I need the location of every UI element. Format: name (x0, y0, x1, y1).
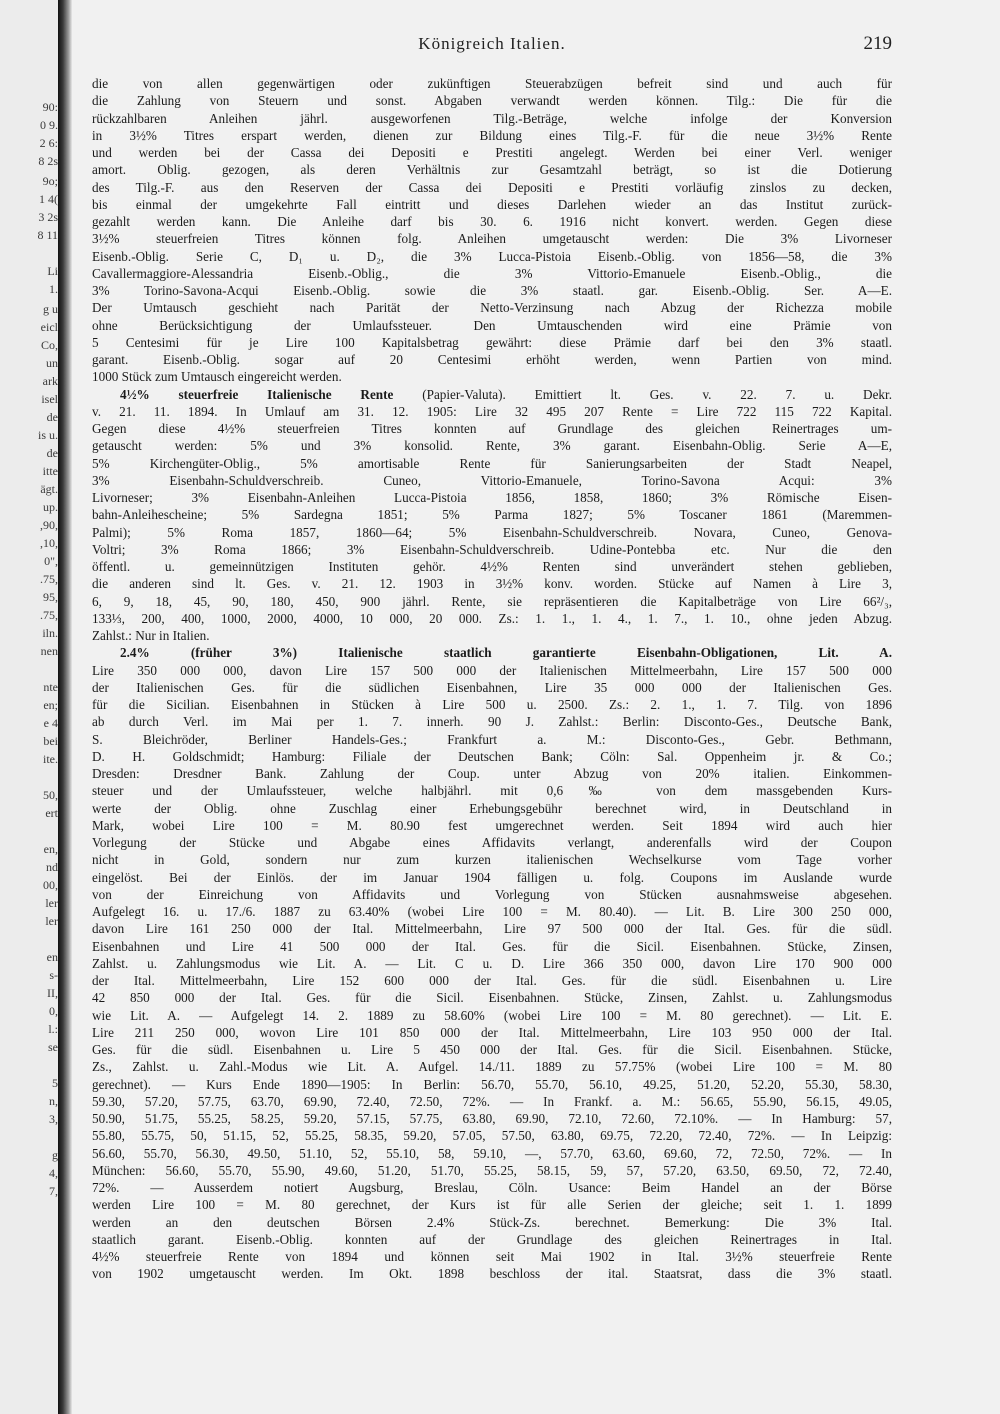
text-line: Palmi); 5% Roma 1857, 1860—64; 5% Eisenbahn-Schuldverschreib. Novara, Cuneo, Genova- (92, 524, 892, 540)
gutter-fragment: 8 11 (37, 228, 58, 242)
text-line: gerechnet). — Kurs Ende 1890—1905: In Berlin: 56.70, 55.70, 56.10, 49.25, 51.20, 52.20, 55.30, 58.30, (92, 1076, 892, 1092)
text-line: wie Lit. A. — Aufgelegt 14. 2. 1889 zu 58.60% (wobei Lire 100 = M. 80 gerechnet). — Lit. E. (92, 1007, 892, 1023)
text-line: die anderen sind lt. Ges. v. 21. 12. 1903 in 3½% konv. worden. Stücke auf Namen à Lire 3, (92, 576, 892, 592)
text-line: 5 Centesimi für je Lire 100 Kapitalsbetrag gewährt: diese Prämie darf bei den 3% staatl. (92, 334, 892, 350)
text-line: Eisenbahnen und Lire 41 500 000 der Ital. Ges. für die Sicil. Eisenbahnen. Stücke, Zinsen, (92, 938, 892, 954)
text-line: D. H. Goldschmidt; Hamburg: Filiale der Deutschen Bank; Cöln: Sal. Oppenheim jr. & Co.; (92, 748, 892, 764)
gutter-fragment: 0 9. (40, 118, 58, 132)
text-line: ab durch Verl. im Mai per 1. 7. innerh. 90 J. Zahlst.: Berlin: Disconto-Ges., Deutsche Bank, (92, 714, 892, 730)
text-line: 55.80, 55.75, 50, 51.15, 52, 55.25, 58.35, 59.20, 57.05, 57.50, 63.80, 69.75, 72.20, 72.40, 72%. — In Leipzig: (92, 1128, 892, 1144)
text-line: 3% Torino-Savona-Acqui Eisenb.-Oblig. sowie die 3% staatl. gar. Eisenb.-Oblig. Ser. A—E. (92, 283, 892, 298)
text-line: in 3½% Titres erspart werden, dienen zur Bildung eines Tilg.-F. für die neue 3½% Rente (92, 127, 892, 143)
gutter-fragment: g u (43, 302, 58, 316)
text-line: Zahlst.: Nur in Italien. (92, 628, 210, 643)
gutter-fragment: nte (43, 680, 58, 694)
gutter-fragment: ler (45, 914, 58, 928)
gutter-fragment: ark (42, 374, 58, 388)
text-line: Zahlst. u. Zahlungsmodus wie Lit. A. — Lit. C u. D. Lire 366 350 000, davon Lire 170 900 000 (92, 955, 892, 971)
text-line: 6, 9, 18, 45, 90, 180, 450, 900 jährl. Rente, sie repräsentieren die Kapitalbeträge von Lire 66²/₃, (92, 593, 892, 609)
gutter-fragment: ler (45, 896, 58, 910)
gutter-fragment: 0, (49, 1004, 58, 1018)
section-heading: 4½% steuerfreie Italienische Rente (120, 386, 394, 402)
gutter-fragment: .75, (40, 572, 58, 586)
text-line: v. 21. 11. 1894. In Umlauf am 31. 12. 1905: Lire 32 495 207 Rente = Lire 722 115 722 Kapital. (92, 403, 892, 419)
text-line: des Tilg.-F. aus den Reserven der Cassa dei Depositi e Prestiti vorläufig zinslos zu decken, (92, 179, 892, 195)
gutter-fragment: de (46, 410, 58, 424)
gutter-fragment: s- (49, 968, 58, 982)
gutter-fragment: ,90, (40, 518, 58, 532)
text-line: der Italienischen Ges. für die südlichen Eisenbahnen, Lire 35 000 000 der Italienischen Ges. (92, 679, 892, 695)
text-line: für die Sicilian. Eisenbahnen in Stücken à Lire 500 u. 2500. Zs.: 2. 1., 1. 7. Tilg. von 1896 (92, 697, 892, 712)
text-line: 72%. — Ausserdem notiert Augsburg, Breslau, Cöln. Usance: Beim Handel an der Börse (92, 1180, 892, 1195)
text-line: bahn-Anleihescheine; 5% Sardegna 1851; 5% Parma 1827; 5% Toscaner 1861 (Maremmen- (92, 507, 892, 523)
text-line: Der Umtausch geschieht nach Parität der Netto-Verzinsung nach Abzug der Richezza mobile (92, 300, 892, 316)
gutter-fragment: Co, (40, 338, 58, 352)
gutter-fragment: un (46, 356, 58, 370)
text-line: die von allen gegenwärtigen oder zukünftigen Steuerabzügen befreit sind und auch für (92, 76, 892, 91)
gutter-fragment: ert (45, 806, 58, 820)
gutter-fragment: e 4 (43, 716, 58, 730)
gutter-fragment: 7, (49, 1184, 58, 1198)
gutter-fragment: 00, (43, 878, 58, 892)
text-line: davon Lire 161 250 000 der Ital. Mittelmeerbahn, Lire 97 500 000 der Ital. Ges. für die südl. (92, 921, 892, 937)
gutter-fragment: nen (40, 644, 58, 658)
gutter-fragment: up. (43, 500, 58, 514)
text-line: Lire 211 250 000, wovon Lire 101 850 000 der Ital. Mittelmeerbahn, Lire 103 950 000 der Ital. (92, 1024, 892, 1040)
text-line: rückzahlbaren Anleihen jährl. ausgeworfenen Tilg.-Beträge, welche infolge der Konversion (92, 110, 892, 126)
text-line: Livorneser; 3% Eisenbahn-Anleihen Lucca-Pistoia 1856, 1858, 1860; 3% Römische Eisen- (92, 490, 892, 505)
gutter-fragment: g (52, 1148, 58, 1162)
gutter-fragment: en, (43, 842, 58, 856)
gutter-fragment: se (48, 1040, 58, 1054)
text-line: S. Bleichröder, Berliner Handels-Ges.; Frankfurt a. M.: Disconto-Ges., Gebr. Bethmann, (92, 731, 892, 747)
gutter-fragment: l.: (48, 1022, 58, 1036)
text-line: 56.60, 55.70, 56.30, 49.50, 51.10, 52, 55.10, 58, 59.10, —, 57.70, 63.60, 69.60, 72, 72.50, 72%. — In (92, 1145, 892, 1161)
text-line: Voltri; 3% Roma 1866; 3% Eisenbahn-Schuldverschreib. Udine-Pontebba etc. Nur die den (92, 541, 892, 557)
text-line: 3½% steuerfreien Titres können folg. Anleihen umgetauscht werden: Die 3% Livorneser (92, 231, 892, 247)
text-line: 59.30, 57.20, 57.75, 63.70, 69.90, 72.40, 72.50, 72%. — In Frankf. a. M.: 56.65, 55.90, 56.15, 49.05, (92, 1093, 892, 1109)
text-line: staatlich garant. Eisenb.-Oblig. konnten auf der Grundlage des gleichen Reinertrages in Ital. (92, 1231, 892, 1247)
page-number: 219 (863, 33, 892, 54)
text-line: garant. Eisenb.-Oblig. sogar auf 20 Centesimi erhöht werden, wenn Partien von mind. (92, 352, 892, 367)
gutter-fragment: 8 2s (38, 154, 58, 168)
text-line: 3% Eisenbahn-Schuldverschreib. Cuneo, Vittorio-Emanuele, Torino-Savona Acqui: 3% (92, 472, 892, 488)
text-line: Dresden: Dresdner Bank. Zahlung der Coup. unter Abzug von 20% italien. Einkommen- (92, 766, 892, 781)
gutter-fragment: II, (47, 986, 58, 1000)
text-line: Zs., Zahlst. u. Zahl.-Modus wie Lit. A. Aufgel. 14./11. 1889 zu 57.75% (wobei Lire 100 = M. 80 (92, 1059, 892, 1075)
gutter-fragment: ,10, (40, 536, 58, 550)
gutter-fragment: ite. (43, 752, 58, 766)
text-line: eingelöst. Bei der Einlös. der im Januar 1904 fälligen u. folg. Coupons im Auslande wurde (92, 869, 892, 885)
gutter-fragment: 3, (49, 1112, 58, 1126)
gutter-fragment: 0", (44, 554, 58, 568)
text-line: amort. Oblig. gezogen, als deren Verhältnis zur Gesamtzahl beträgt, so ist die Dotierung (92, 162, 892, 178)
page-header (92, 34, 892, 58)
gutter-fragment: de (46, 446, 58, 460)
text-line: Lire 350 000 000, davon Lire 157 500 000 der Italienischen Mittelmeerbahn, Lire 157 500 000 (92, 662, 892, 678)
text-line: 1000 Stück zum Umtausch eingereicht werden. (92, 369, 342, 385)
gutter-fragment: nd (46, 860, 58, 874)
text-line: von der Einreichung von Affidavits und Vorlegung von Stücken ausnahmsweise abgesehen. (92, 886, 892, 902)
text-line: werden Lire 100 = M. 80 gerechnet, der Kurs ist für alle Serien der gleiche; seit 1. 1. 1899 (92, 1197, 892, 1213)
gutter-fragment: 5 (52, 1076, 58, 1090)
text-line: 42 850 000 der Ital. Ges. für die Sicil. Eisenbahnen. Stücke, Zinsen, Zahlst. u. Zahlungsmodus (92, 990, 892, 1006)
text-line: steuer und der Umlaufssteuer, welche halbjährl. mit 0,6‰ von dem massgebenden Kurs- (92, 783, 892, 799)
gutter-fragment: en; (43, 698, 58, 712)
text-line: 5% Kirchengüter-Oblig., 5% amortisable Rente für Sanierungsarbeiten der Stadt Neapel, (92, 455, 892, 471)
gutter-fragment: isel (41, 392, 58, 406)
text-line: 4½% steuerfreie Italienische Rente (Papier-Valuta). Emittiert lt. Ges. v. 22. 7. u. Dekr. (120, 386, 892, 402)
gutter-fragment: .75, (40, 608, 58, 622)
gutter-fragment: n, (49, 1094, 58, 1108)
text-line: Ges. für die südl. Eisenbahnen u. Lire 5 450 000 der Ital. Ges. für die Sicil. Eisenbahnen. Stücke, (92, 1042, 892, 1057)
text-line: Cavallermaggiore-Alessandria Eisenb.-Oblig., die 3% Vittorio-Emanuele Eisenb.-Oblig., die (92, 265, 892, 281)
gutter-fragment: 3 2s (38, 210, 58, 224)
gutter-fragment: 1. (49, 282, 58, 296)
gutter-fragment: eicl (40, 320, 58, 334)
gutter-fragment: 95, (43, 590, 58, 604)
gutter-fragment: bei (43, 734, 58, 748)
text-line: 4½% steuerfreie Rente von 1894 und können seit Mai 1902 in Ital. 3½% steuerfreie Rente (92, 1249, 892, 1264)
text-line: München: 56.60, 55.70, 55.90, 49.60, 51.20, 51.70, 55.25, 58.15, 59, 57, 57.20, 63.50, 69.50, 72, 72.40, (92, 1162, 892, 1178)
text-line: Gegen diese 4½% steuerfreien Titres konnten auf Grundlage des gleichen Reinertrages um- (92, 421, 892, 436)
text-line: gezahlt werden kann. Die Anleihe darf bis 30. 6. 1916 nicht konvert. werden. Gegen diese (92, 214, 892, 229)
section-heading: 2.4% (früher 3%) Italienische staatlich garantierte Eisenbahn-Obligationen, Lit. A. (120, 645, 892, 661)
gutter-fragment: 9o; (42, 174, 58, 188)
text-line: Eisenb.-Oblig. Serie C, D₁ u. D₂, die 3% Lucca-Pistoia Eisenb.-Oblig. von 1856—58, die 3% (92, 248, 892, 264)
text-line: nicht in Gold, sondern nur zum kurzen italienischen Wechselkurse vom Tage vorher (92, 852, 892, 868)
text-line: öffentl. u. gemeinnützigen Instituten gehör. 4½% Renten sind unverändert stehen geblieben, (92, 559, 892, 574)
text-line: 50.90, 51.75, 55.25, 58.25, 59.20, 57.15, 57.75, 63.80, 69.90, 72.10, 72.60, 72.10%. — In Hamburg: 57, (92, 1111, 892, 1126)
gutter-fragment: en (46, 950, 58, 964)
gutter-fragment: 4, (49, 1166, 58, 1180)
gutter-fragment: 2 6: (39, 136, 58, 150)
gutter-fragment: ägt. (40, 482, 58, 496)
gutter-fragment: 50, (43, 788, 58, 802)
book-fold-shadow (58, 0, 72, 1414)
text-line (92, 644, 892, 661)
text-line: Mark, wobei Lire 100 = M. 80.90 fest umgerechnet werden. Seit 1894 wird auch hier (92, 817, 892, 833)
text-line: und werden bei der Cassa dei Depositi e Prestiti angelegt. Werden bei einer Verl. weniger (92, 145, 892, 160)
text-line: der Ital. Mittelmeerbahn, Lire 152 600 000 der Ital. Ges. für die südl. Eisenbahnen u. Lire (92, 973, 892, 988)
adjacent-page-edge (0, 0, 58, 1414)
text-line: Vorlegung der Stücke und Abgabe eines Affidavits verlangt, anderenfalls wird der Coupon (92, 835, 892, 850)
gutter-fragment: itte (42, 464, 58, 478)
gutter-fragment: is u. (37, 428, 58, 442)
gutter-fragment: iln. (42, 626, 58, 640)
text-line: Aufgelegt 16. u. 17./6. 1887 zu 63.40% (wobei Lire 100 = M. 80.40). — Lit. B. Lire 300 250 000, (92, 904, 892, 919)
text-line: werden an den deutschen Börsen 2.4% Stück-Zs. berechnet. Bemerkung: Die 3% Ital. (92, 1214, 892, 1230)
gutter-fragment: Li (47, 264, 58, 278)
gutter-fragment: 90: (42, 100, 58, 114)
text-line: ohne Berücksichtigung der Umlaufssteuer. Den Umtauschenden wird eine Prämie von (92, 317, 892, 333)
gutter-fragment: 1 4( (39, 192, 58, 206)
running-head: Königreich Italien. (418, 34, 566, 53)
text-line: von 1902 umgetauscht werden. Im Okt. 1898 beschloss der ital. Staatsrat, dass die 3% staatl. (92, 1266, 892, 1282)
body-text (92, 75, 892, 1395)
text-line: 133⅓, 200, 400, 1000, 2000, 4000, 10 000, 20 000. Zs.: 1. 1., 1. 4., 1. 7., 1. 10., ohne jeden Abzug. (92, 610, 892, 626)
text-line: bis einmal der umgekehrte Fall eintritt und dieses Darlehen wieder an das Institut zurück- (92, 196, 892, 212)
text-line: getauscht werden: 5% und 3% konsolid. Rente, 3% garant. Eisenbahn-Oblig. Serie A—E, (92, 438, 892, 454)
text-line: die Zahlung von Steuern und sonst. Abgaben verwandt werden können. Tilg.: Die für die (92, 93, 892, 109)
text-line: werte der Oblig. ohne Zuschlag einer Erhebungsgebühr berechnet wird, in Deutschland in (92, 800, 892, 816)
